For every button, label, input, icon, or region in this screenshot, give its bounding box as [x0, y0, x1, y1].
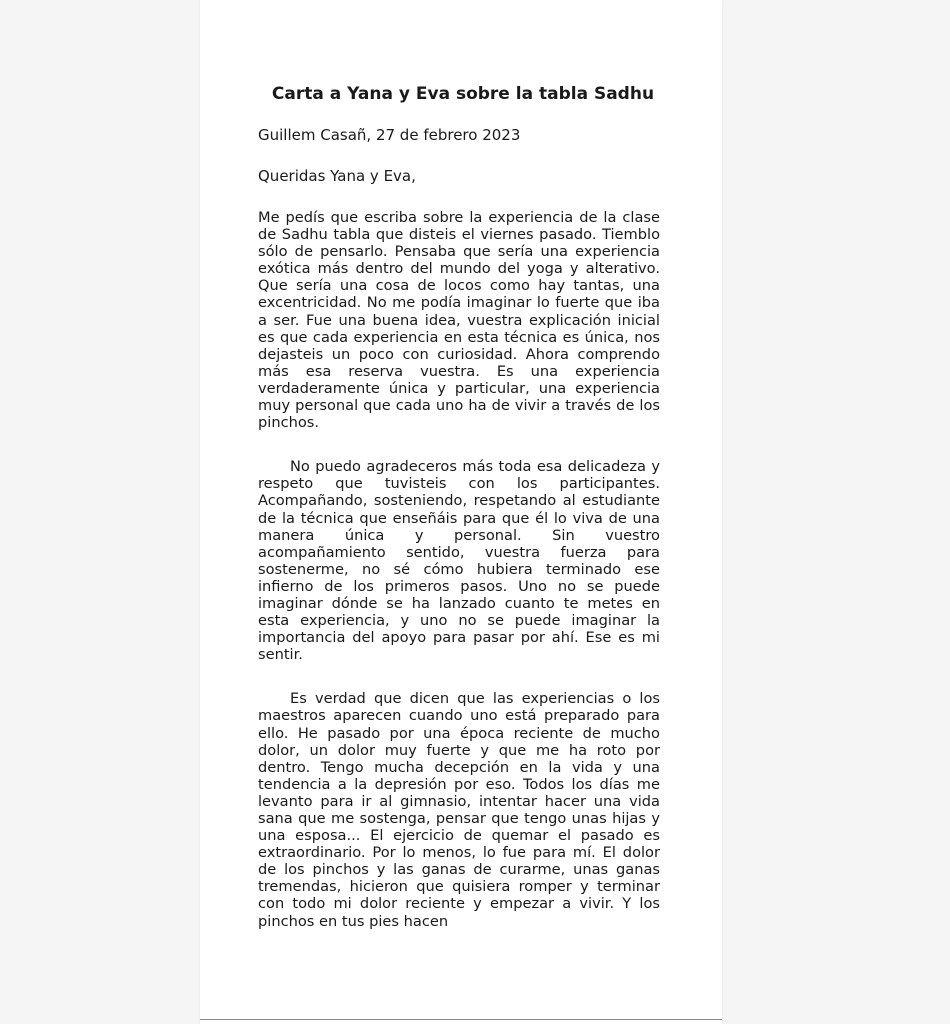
author-date-line: Guillem Casañ, 27 de febrero 2023: [258, 126, 521, 144]
letter-greeting: Queridas Yana y Eva,: [258, 167, 416, 185]
document-content: [258, 82, 660, 930]
document-page: [200, 0, 722, 1024]
letter-paragraph-3: Es verdad que dicen que las experiencias o los maestros aparecen cuando uno está preparado para ello. He pasado por una época reciente de mucho dolor, un dolor muy fuerte y que me ha roto por dentro. Tengo mucha decepción en la vida y una tendencia a la depresión por eso. Todos los días me levanto para ir al gimnasio, intentar hacer una vida sana que me sostenga, pensar que tengo unas hijas y una esposa... El ejercicio de quemar el pasado es extraordinario. Por lo menos, lo fue para mí. El dolor de los pinchos y las ganas de curarme, unas ganas tremendas, hicieron que quisiera romper y terminar con todo mi dolor reciente y empezar a vivir. Y los pinchos en tus pies hacen: [258, 690, 660, 930]
letter-paragraph-2: No puedo agradeceros más toda esa delicadeza y respeto que tuvisteis con los participantes. Acompañando, sosteniendo, respetando al estudiante de la técnica que enseñáis para que él lo viva de una manera única y personal. Sin vuestro acompañamiento sentido, vuestra fuerza para sostenerme, no sé cómo hubiera terminado ese infierno de los primeros pasos. Uno no se puede imaginar dónde se ha lanzado cuanto te metes en esta experiencia, y uno no se puede imaginar la importancia del apoyo para pasar por ahí. Ese es mi sentir.: [258, 458, 660, 664]
page-bottom-rule: [200, 1019, 722, 1020]
letter-paragraph-1: Me pedís que escriba sobre la experiencia de la clase de Sadhu tabla que disteis el viernes pasado. Tiemblo sólo de pensarlo. Pensaba que sería una experiencia exótica más dentro del mundo del yoga y alterativo. Que sería una cosa de locos como hay tantas, una excentricidad. No me podía imaginar lo fuerte que iba a ser. Fue una buena idea, vuestra explicación inicial es que cada experiencia en esta técnica es única, nos dejasteis un poco con curiosidad. Ahora comprendo más esa reserva vuestra. Es una experiencia verdaderamente única y particular, una experiencia muy personal que cada uno ha de vivir a través de los pinchos.: [258, 209, 660, 432]
document-title: Carta a Yana y Eva sobre la tabla Sadhu: [271, 84, 655, 104]
